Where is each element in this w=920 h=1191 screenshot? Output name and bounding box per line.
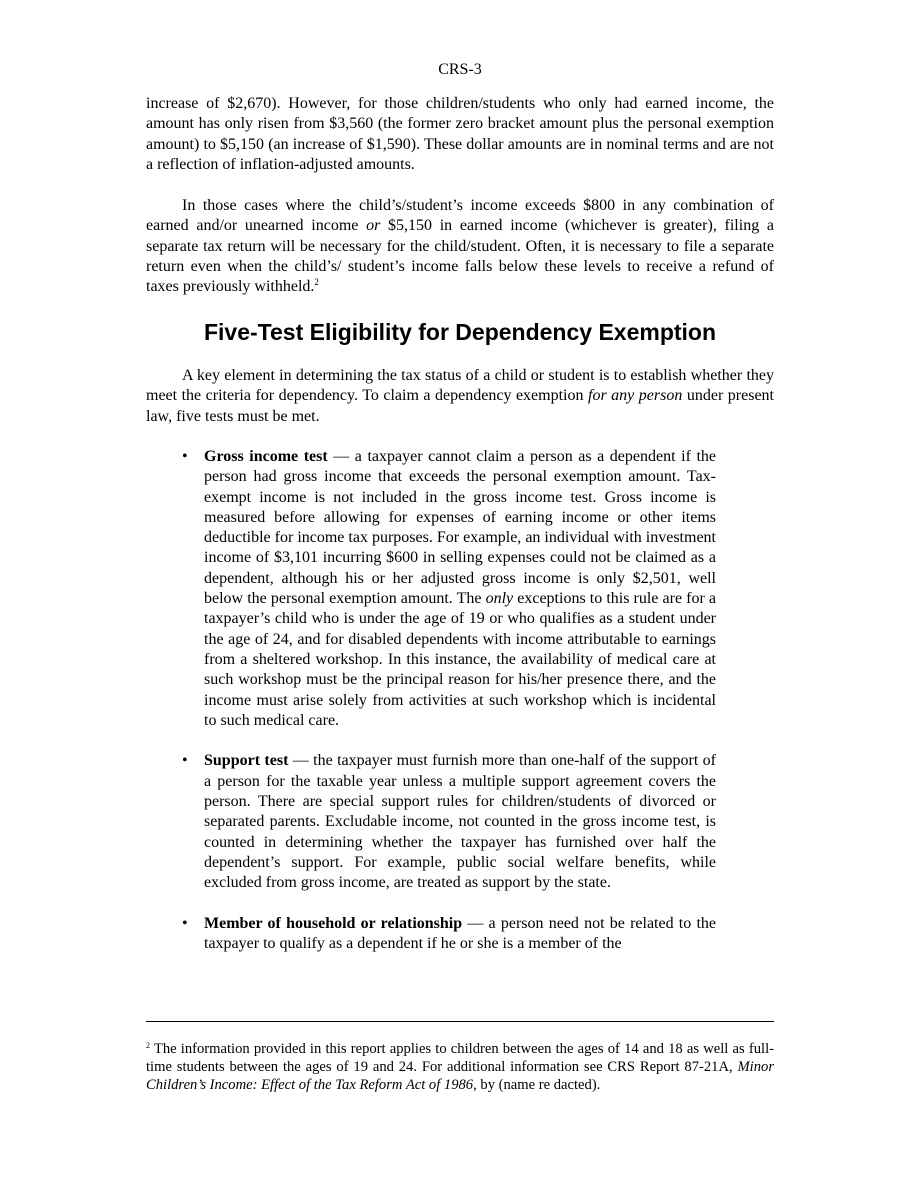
emphasis-text: or bbox=[366, 217, 381, 235]
text-run: under present law, five tests must be met. bbox=[146, 387, 774, 425]
paragraph-text bbox=[146, 366, 774, 427]
footnote-2 bbox=[146, 1040, 774, 1095]
footnote-reference[interactable]: 2 bbox=[314, 277, 319, 288]
footnote-number: 2 bbox=[146, 1041, 150, 1050]
list-item-term: Gross income test bbox=[204, 448, 328, 465]
text-run: In those cases where the child’s/student’s income exceeds $800 in any combination of earned and/or unearned income bbox=[146, 197, 774, 235]
text-run: , by (name re dacted). bbox=[473, 1077, 601, 1094]
footnote-divider bbox=[146, 1021, 774, 1022]
paragraph-five-tests-intro bbox=[146, 366, 774, 427]
text-run: — a taxpayer cannot claim a person as a dependent if the person had gross income that exceeds the personal exemption amount. Tax-exempt income is not included in the gross income test. Gross income is measured before allowing for expenses of earning income or other items deductible for income tax purposes. For example, an individual with investment income of $3,101 incurring $600 in selling expenses could not be claimed as a dependent, although his or her adjusted gross income is only $2,501, well below the personal exemption amount. The bbox=[204, 448, 716, 608]
text-run: exceptions to this rule are for a taxpayer’s child who is under the age of 19 or who qualifies as a student under the age of 24, and for disabled dependents with income attributable to earnings from a sheltered workshop. In this instance, the availability of medical care at such workshop must be the principal reason for his/her presence there, and the income must arise solely from activities at such workshop which is incidental to such medical care. bbox=[204, 590, 717, 729]
eligibility-tests-list bbox=[146, 447, 774, 975]
bullet-icon: • bbox=[182, 752, 188, 770]
paragraph-text: increase of $2,670). However, for those children/students who only had earned income, the amount has only risen from $3,560 (the former zero bracket amount plus the personal exemption amount) to $5,150 (an increase of $1,590). These dollar amounts are in nominal terms and are not a reflection of inflation-adjusted amounts. bbox=[146, 95, 774, 173]
emphasis-text: for any person bbox=[588, 387, 683, 405]
text-run: The information provided in this report applies to children between the ages of 14 and 18 as well as full-time students between the ages of 19 and 24. For additional information see CRS Report 87-21A, bbox=[146, 1041, 774, 1076]
page-header: CRS-3 bbox=[438, 61, 482, 78]
bullet-icon: • bbox=[182, 914, 188, 932]
text-run: A key element in determining the tax status of a child or student is to establish whether they meet the criteria for dependency. To claim a dependency exemption bbox=[146, 367, 774, 405]
list-item-term: Support test bbox=[204, 752, 289, 770]
paragraph-continued bbox=[146, 94, 774, 175]
text-run: $5,150 in earned income (whichever is greater), filing a separate tax return will be necessary for the child/student. Often, it is necessary to file a separate return even when the child’s/ student’s income falls below these levels to receive a refund of taxes previously withheld. bbox=[146, 217, 774, 296]
paragraph-text bbox=[146, 196, 774, 297]
text-run: — a person need not be related to the taxpayer to qualify as a dependent if he or she is a member of the bbox=[204, 914, 716, 953]
list-item-gross-income-test bbox=[146, 447, 716, 731]
section-heading: Five-Test Eligibility for Dependency Exemption bbox=[203, 319, 717, 345]
bullet-icon: • bbox=[182, 448, 188, 465]
report-title: Minor Children’s Income: Effect of the Tax Reform Act of 1986 bbox=[146, 1059, 774, 1094]
list-item-support-test bbox=[146, 751, 716, 893]
text-run: — the taxpayer must furnish more than one-half of the support of a person for the taxable year unless a multiple support agreement covers the person. There are special support rules for children/students of divorced or separated parents. Excludable income, not counted in the gross income test, is counted in determining whether the taxpayer has furnished over half the dependent’s support. For example, public social welfare benefits, while excluded from gross income, are treated as support by the state. bbox=[204, 752, 717, 892]
paragraph-filing-requirement bbox=[146, 196, 774, 297]
list-item-member-of-household bbox=[146, 914, 716, 955]
list-item-term: Member of household or relationship bbox=[204, 914, 463, 932]
emphasis-text: only bbox=[485, 590, 514, 608]
